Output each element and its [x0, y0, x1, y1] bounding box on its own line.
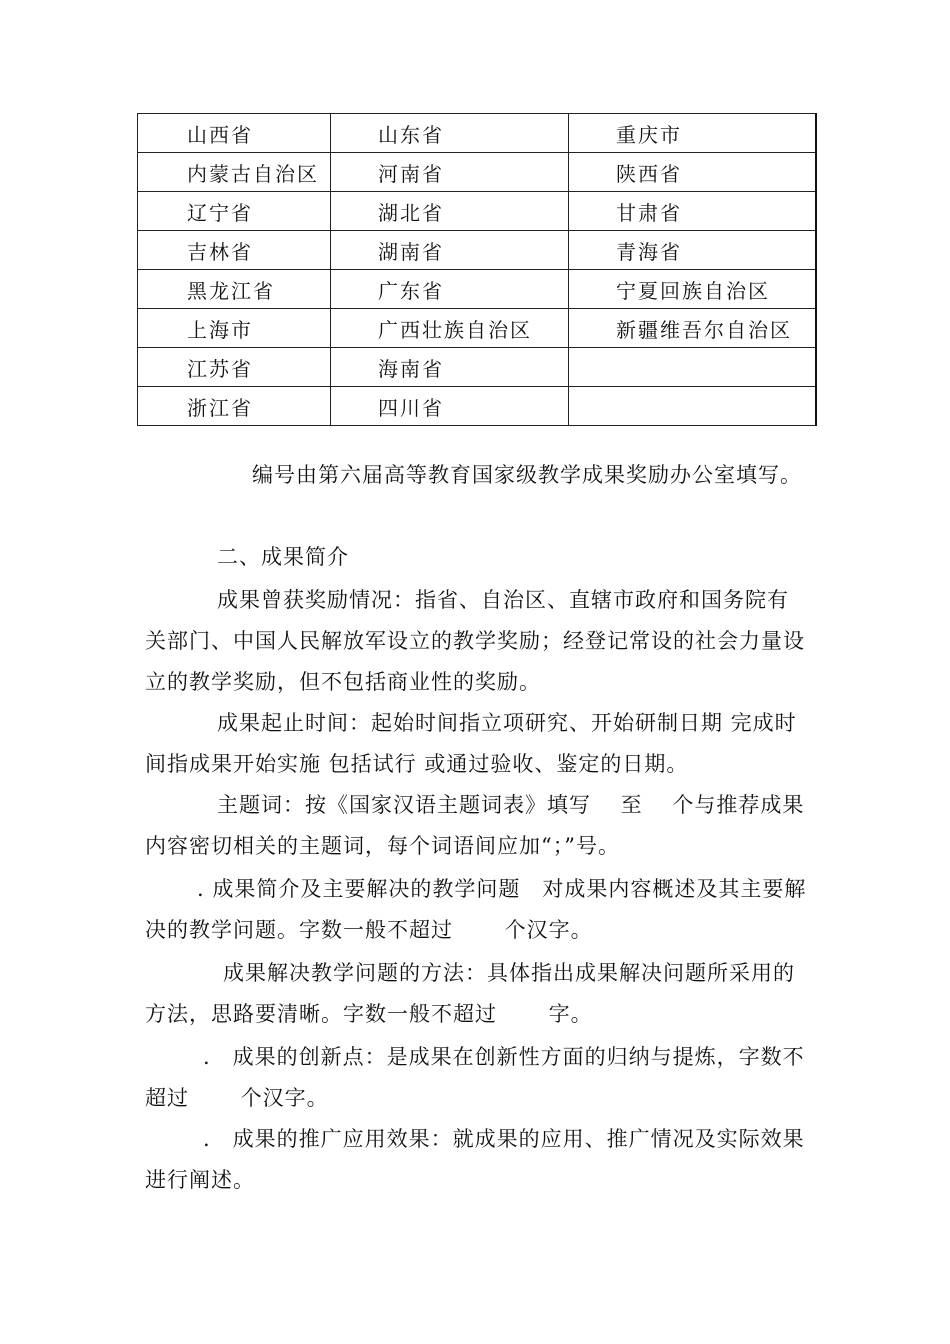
table-row	[138, 114, 816, 153]
table-row	[138, 387, 816, 426]
time-range-paragraph: 成果起止时间：起始时间指立项研究、开始研制日期 完成时间指成果开始实施 包括试行 或通过验收、鉴定的日期。	[145, 711, 797, 776]
summary-paragraph: . 成果简介及主要解决的教学问题 对成果内容概述及其主要解决的教学问题。字数一般不超过 个汉字。	[145, 877, 807, 942]
table-cell: 青海省	[569, 231, 816, 270]
table-row	[138, 231, 816, 270]
table-cell: 辽宁省	[138, 192, 331, 231]
table-row	[138, 309, 816, 348]
table-cell: 广西壮族自治区	[331, 309, 569, 348]
table-cell: 吉林省	[138, 231, 331, 270]
table-cell	[569, 348, 816, 387]
table-cell: 海南省	[331, 348, 569, 387]
table-cell: 江苏省	[138, 348, 331, 387]
table-cell: 上海市	[138, 309, 331, 348]
table-row	[138, 153, 816, 192]
table-cell: 河南省	[331, 153, 569, 192]
table-cell: 陕西省	[569, 153, 816, 192]
region-table	[137, 113, 817, 426]
table-cell: 宁夏回族自治区	[569, 270, 816, 309]
table-cell: 浙江省	[138, 387, 331, 426]
table-cell: 湖南省	[331, 231, 569, 270]
effect-paragraph: . 成果的推广应用效果：就成果的应用、推广情况及实际效果进行阐述。	[145, 1127, 805, 1192]
table-cell: 黑龙江省	[138, 270, 331, 309]
table-row	[138, 270, 816, 309]
table-cell: 广东省	[331, 270, 569, 309]
table-cell: 新疆维吾尔自治区	[569, 309, 816, 348]
region-table-body	[138, 114, 816, 426]
awards-paragraph: 成果曾获奖励情况：指省、自治区、直辖市政府和国务院有关部门、中国人民解放军设立的教学奖励；经登记常设的社会力量设立的教学奖励，但不包括商业性的奖励。	[145, 588, 805, 694]
table-row	[138, 192, 816, 231]
table-row	[138, 348, 816, 387]
section-heading: 二、成果简介	[217, 545, 349, 569]
table-cell: 山西省	[138, 114, 331, 153]
code-note-paragraph: 编号由第六届高等教育国家级教学成果奖励办公室填写。	[252, 463, 802, 487]
table-cell: 四川省	[331, 387, 569, 426]
table-cell	[569, 387, 816, 426]
keywords-paragraph: 主题词：按《国家汉语主题词表》填写 至 个与推荐成果内容密切相关的主题词，每个词语间应加“；”号。	[145, 793, 805, 858]
table-cell: 内蒙古自治区	[138, 153, 331, 192]
table-cell: 甘肃省	[569, 192, 816, 231]
table-cell: 湖北省	[331, 192, 569, 231]
table-cell: 重庆市	[569, 114, 816, 153]
method-paragraph: 成果解决教学问题的方法：具体指出成果解决问题所采用的方法，思路要清晰。字数一般不超过 字。	[145, 961, 795, 1026]
table-cell: 山东省	[331, 114, 569, 153]
innovation-paragraph: . 成果的创新点：是成果在创新性方面的归纳与提炼，字数不超过 个汉字。	[145, 1045, 805, 1110]
